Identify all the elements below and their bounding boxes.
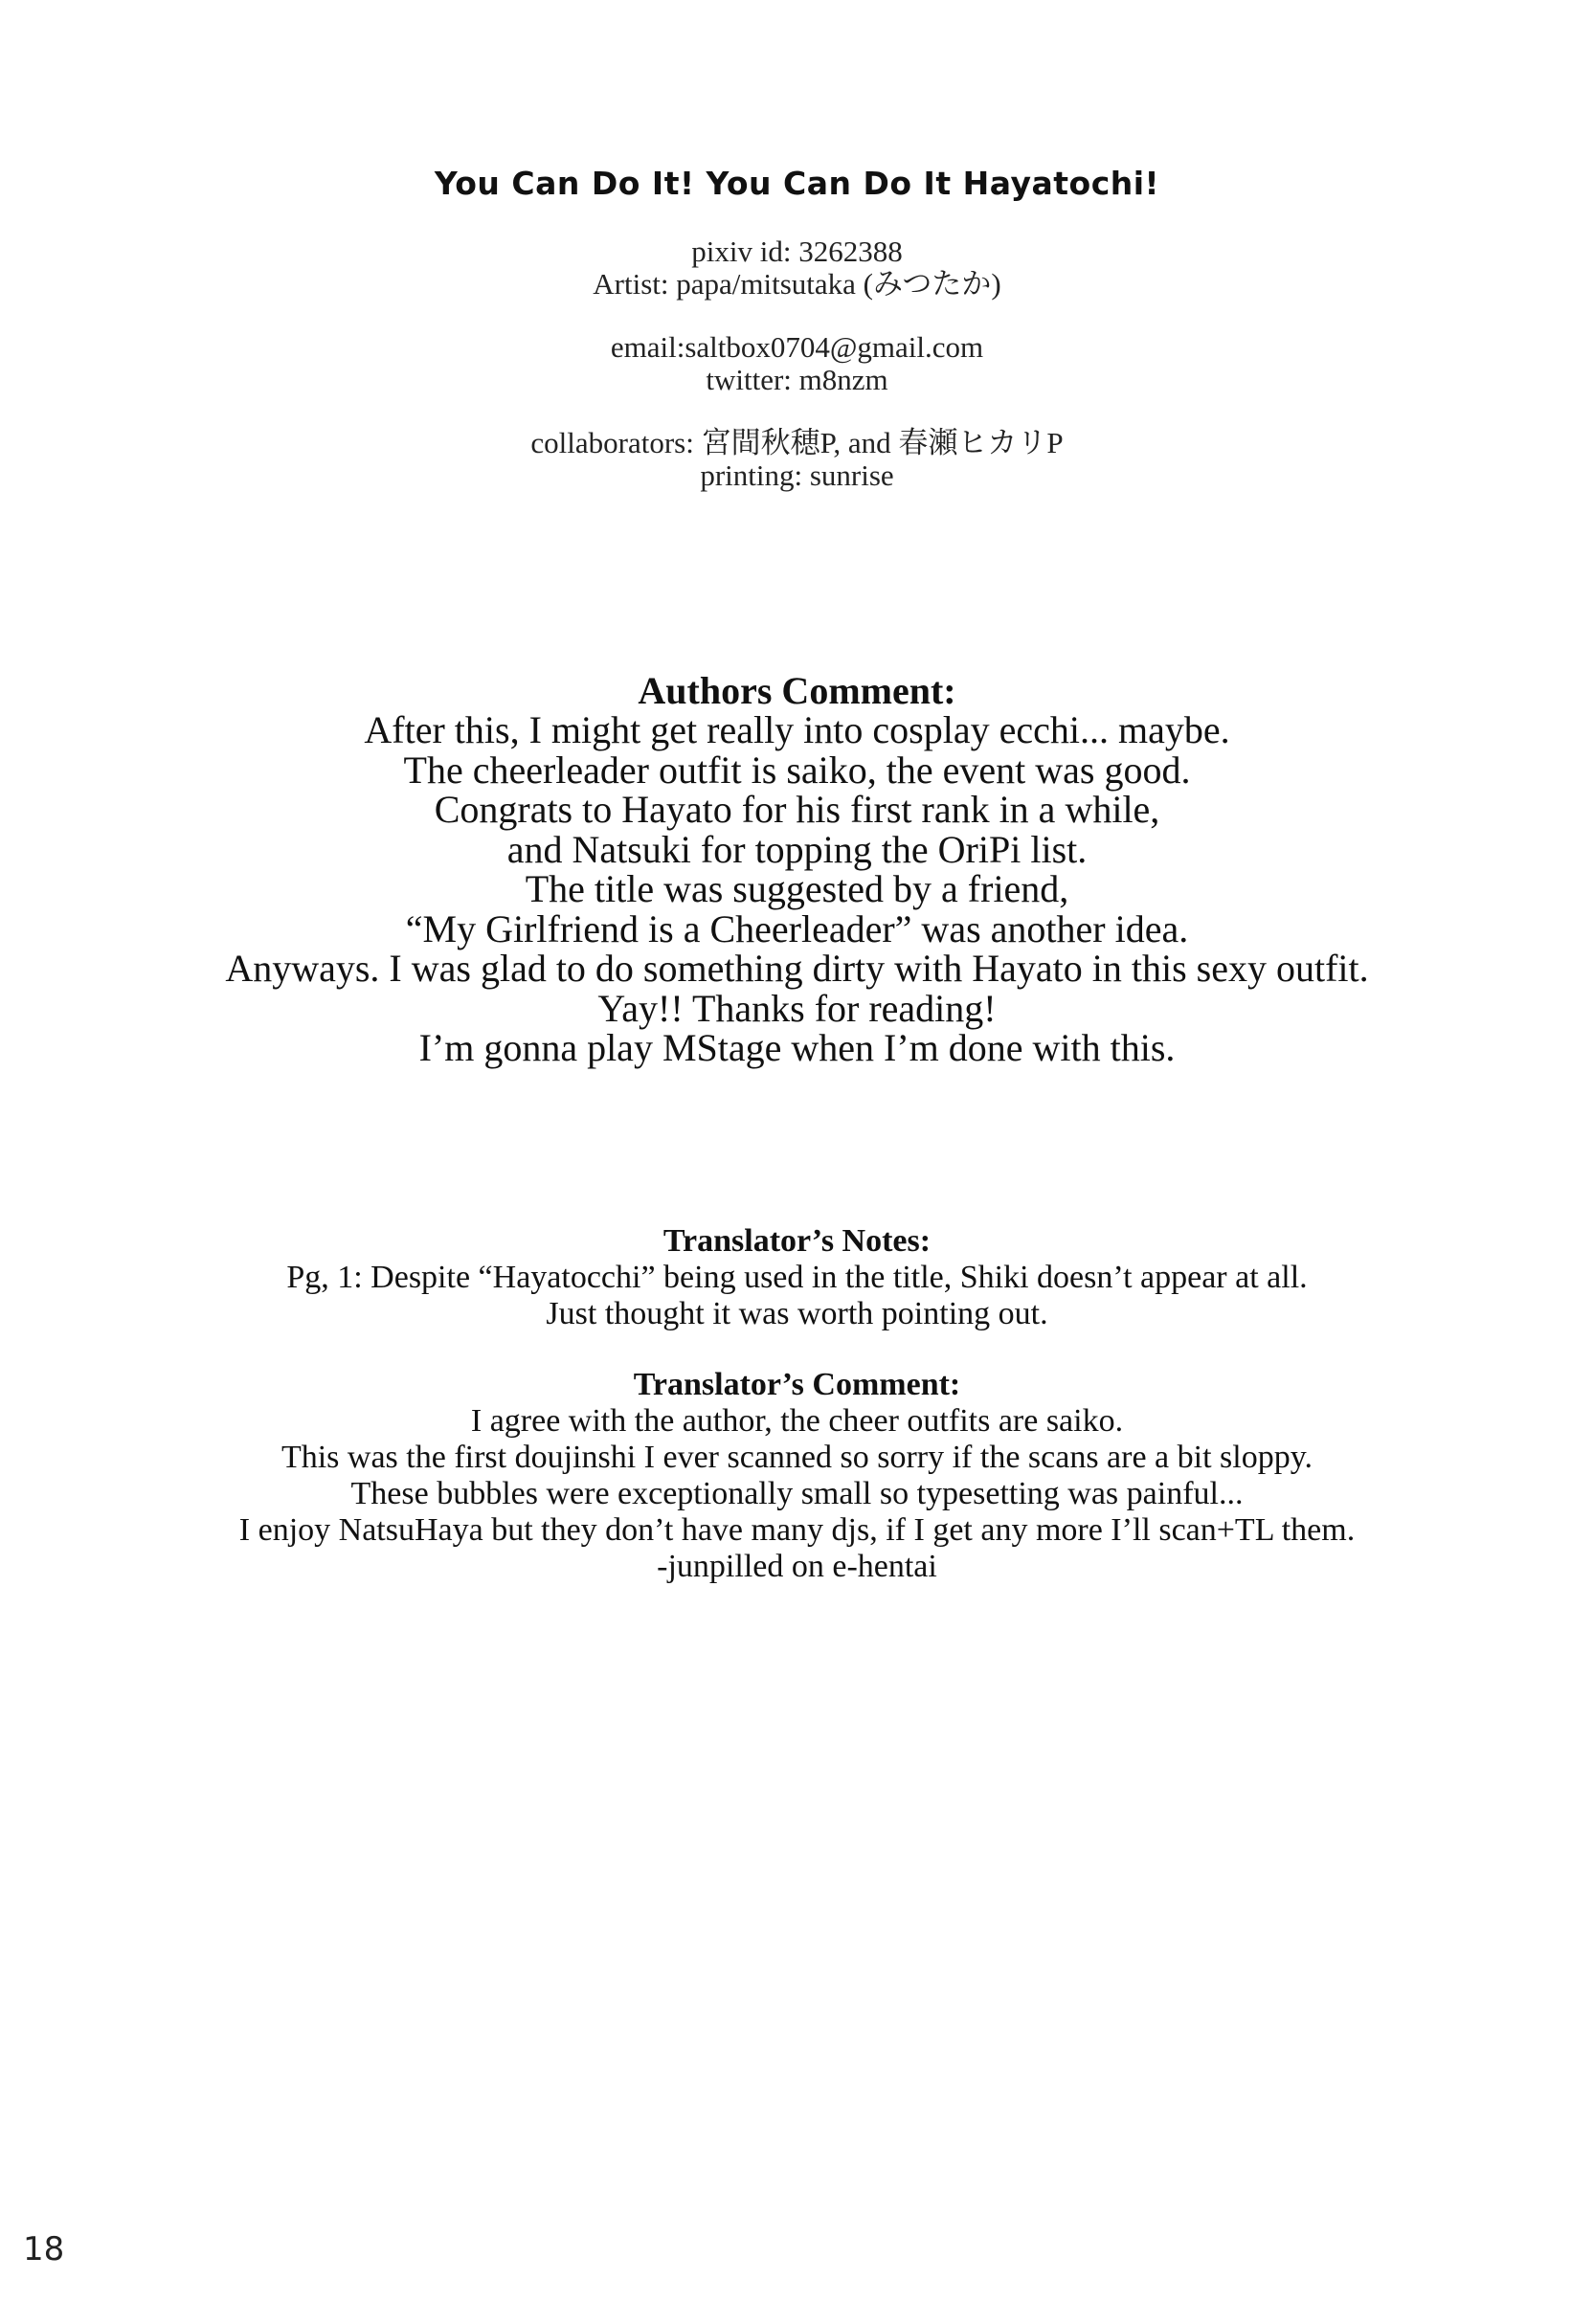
translators-comment-line: This was the first doujinshi I ever scanned so sorry if the scans are a bit sloppy. <box>281 1440 1313 1475</box>
authors-comment-heading: Authors Comment: <box>638 669 956 712</box>
email-line: email:saltbox0704@gmail.com <box>610 330 984 364</box>
page-number: 18 <box>23 2230 65 2268</box>
translators-notes-line: Pg, 1: Despite “Hayatocchi” being used in the title, Shiki doesn’t appear at all. <box>286 1260 1308 1295</box>
translators-notes-line: Just thought it was worth pointing out. <box>546 1296 1048 1331</box>
authors-comment-line: After this, I might get really into cosplay ecchi... maybe. <box>364 708 1230 751</box>
translators-comment-line: I agree with the author, the cheer outfits are saiko. <box>470 1403 1124 1439</box>
credits-artist-block <box>0 235 1594 301</box>
translators-comment-line: These bubbles were exceptionally small so typesetting was painful... <box>350 1476 1244 1511</box>
translators-comment-body <box>0 1403 1594 1585</box>
collaborators-line: collaborators: 宮間秋穂P, and 春瀬ヒカリP <box>530 426 1064 459</box>
authors-comment-line: The title was suggested by a friend, <box>525 867 1069 910</box>
translators-comment-line: -junpilled on e-hentai <box>657 1549 937 1584</box>
translators-notes-body <box>0 1260 1594 1332</box>
authors-comment-line: Anyways. I was glad to do something dirty with Hayato in this sexy outfit. <box>225 947 1369 990</box>
pixiv-id-line: pixiv id: 3262388 <box>691 235 903 268</box>
page-title: You Can Do It! You Can Do It Hayatochi! <box>434 165 1160 202</box>
credits-collaborators-block <box>0 427 1594 492</box>
printing-line: printing: sunrise <box>700 458 894 492</box>
artist-line: Artist: papa/mitsutaka (みつたか) <box>593 267 1001 301</box>
translators-comment-heading: Translator’s Comment: <box>633 1367 961 1402</box>
translators-comment-line: I enjoy NatsuHaya but they don’t have many djs, if I get any more I’ll scan+TL them. <box>238 1512 1356 1548</box>
authors-comment-line: The cheerleader outfit is saiko, the event was good. <box>403 748 1191 792</box>
authors-comment-body <box>0 710 1594 1068</box>
authors-comment-line: “My Girlfriend is a Cheerleader” was another idea. <box>405 906 1189 950</box>
authors-comment-line: Yay!! Thanks for reading! <box>597 986 997 1030</box>
authors-comment-line: I’m gonna play MStage when I’m done with this. <box>418 1026 1176 1069</box>
twitter-line: twitter: m8nzm <box>706 363 888 396</box>
credits-contact-block <box>0 331 1594 396</box>
translators-notes-heading: Translator’s Notes: <box>662 1223 932 1259</box>
authors-comment-line: and Natsuki for topping the OriPi list. <box>506 827 1088 871</box>
authors-comment-line: Congrats to Hayato for his first rank in a while, <box>434 788 1160 831</box>
